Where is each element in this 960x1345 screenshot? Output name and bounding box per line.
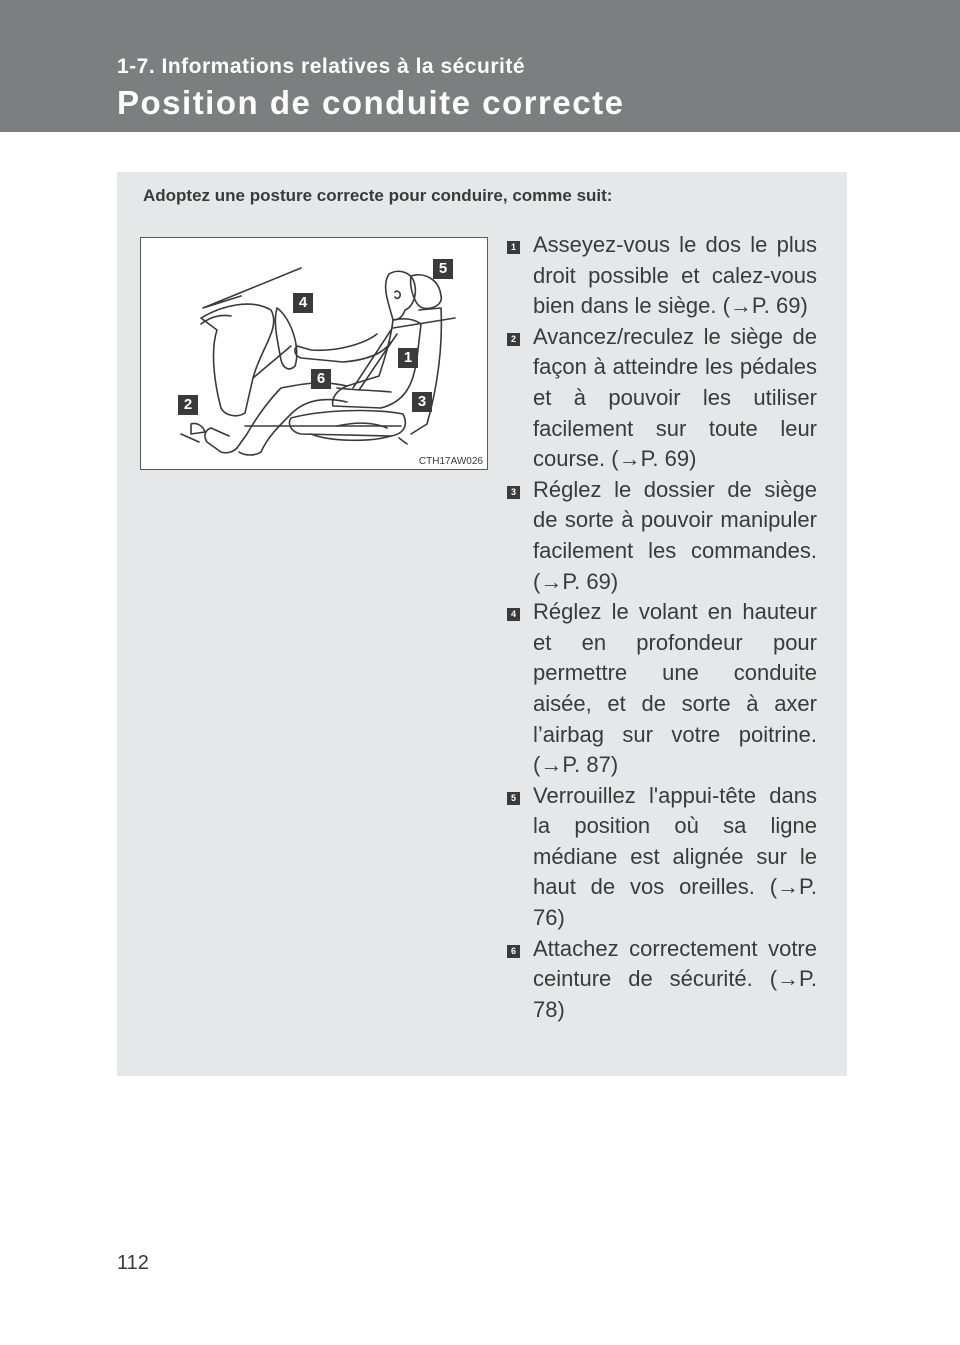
callout-badge: 1 — [398, 348, 418, 368]
item-number-badge: 2 — [507, 333, 520, 346]
item-number-badge: 4 — [507, 608, 520, 621]
list-item — [507, 230, 817, 322]
item-number-badge: 3 — [507, 486, 520, 499]
page-title: Position de conduite correcte — [117, 84, 625, 121]
list-item — [507, 597, 817, 781]
item-text: Asseyez-vous le dos le plus droit possible et calez-vous bien dans le siège. (→P. 69) — [533, 232, 817, 319]
list-item — [507, 322, 817, 475]
callout-badge: 5 — [433, 259, 453, 279]
page-header — [0, 0, 960, 132]
list-item — [507, 934, 817, 1026]
list-item — [507, 475, 817, 597]
item-number-badge: 6 — [507, 945, 520, 958]
callout-badge: 6 — [311, 369, 331, 389]
item-number-badge: 1 — [507, 241, 520, 254]
callout-badge: 2 — [178, 395, 198, 415]
callout-badge: 4 — [293, 293, 313, 313]
figure-code: CTH17AW026 — [418, 456, 483, 467]
item-number-badge: 5 — [507, 792, 520, 805]
item-text: Verrouillez l'appui-tête dans la position où sa ligne médiane est alignée sur le haut de vos oreilles. (→P. 76) — [533, 782, 817, 931]
item-text: Attachez correctement votre ceinture de sécurité. (→P. 78) — [533, 935, 817, 1022]
section-title: 1-7. Informations relatives à la sécurité — [117, 55, 525, 78]
page-number: 112 — [117, 1252, 149, 1274]
intro-text: Adoptez une posture correcte pour conduire, comme suit: — [143, 186, 613, 205]
list-item — [507, 781, 817, 934]
item-text: Réglez le dossier de siège de sorte à pouvoir manipuler facilement les commandes. (→P. 69) — [533, 476, 817, 594]
callout-badge: 3 — [412, 392, 432, 412]
item-text: Réglez le volant en hauteur et en profondeur pour permettre une conduite aisée, et de sorte à axer l’airbag sur votre poitrine. (→P. 87) — [533, 599, 817, 778]
driving-position-illustration — [140, 237, 488, 470]
item-text: Avancez/reculez le siège de façon à atteindre les pédales et à pouvoir les utiliser facilement sur toute leur course. (→P. 69) — [533, 323, 817, 472]
instruction-list — [507, 230, 817, 1025]
